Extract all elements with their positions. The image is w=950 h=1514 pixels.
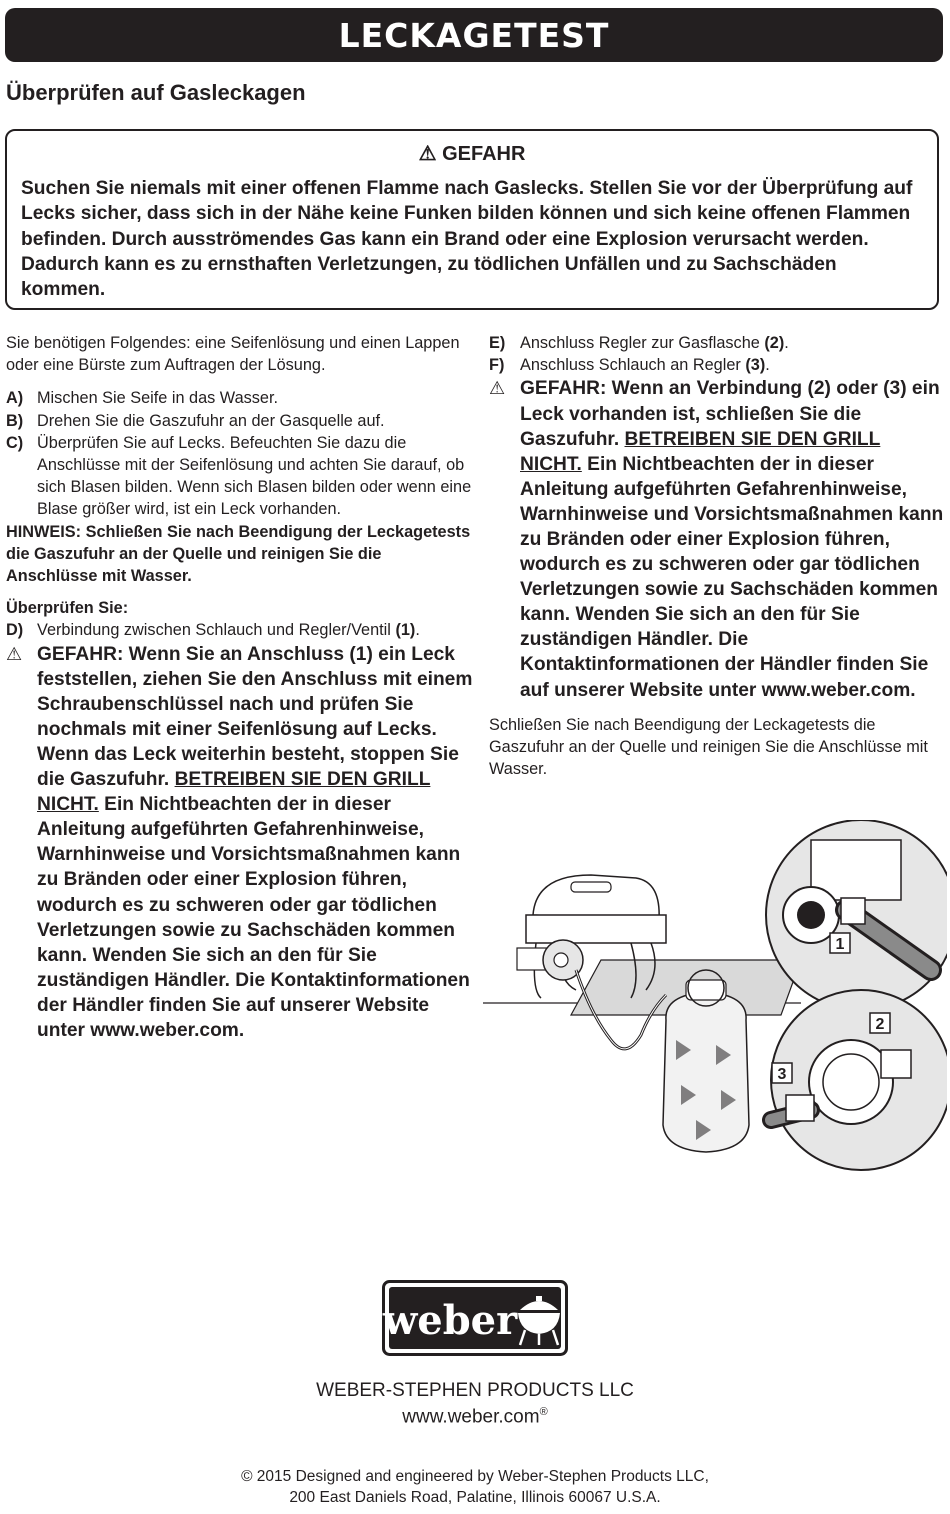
weber-logo: [382, 1280, 568, 1356]
step-label: E): [489, 334, 506, 352]
step-e-ref: (2): [764, 334, 785, 352]
warning-triangle-icon: ⚠: [418, 143, 437, 165]
copyright: [0, 1466, 950, 1508]
callout-1: 1: [835, 936, 845, 953]
step-label: A): [6, 389, 24, 408]
step-f-text: Anschluss Schlauch an Regler: [520, 356, 741, 375]
gas-connection-illustration: [481, 820, 947, 1172]
step-f-ref: (3): [745, 356, 766, 375]
danger-text: Suchen Sie niemals mit einer offenen Flamme nach Gaslecks. Stellen Sie vor der Überprüfung auf Lecks sicher, dass sich in der Nähe keine Funken bilden können und sich keine offenen Flammen befinden. Durch ausströmendes Gas kann ein Brand oder eine Explosion verursacht werden. Dadurch kann es zu ernsthaften Verletzungen, zu tödlichen Unfällen und zu Sachschäden kommen.: [21, 178, 913, 301]
step-text: [520, 332, 789, 354]
step-label: D): [6, 621, 24, 640]
callout-3: 3: [777, 1066, 787, 1083]
danger-box: [5, 129, 939, 310]
warning-triangle-icon: ⚠: [489, 378, 506, 399]
right-column: [489, 332, 944, 780]
copyright-line-2: 200 East Daniels Road, Palatine, Illinois 60067 U.S.A.: [289, 1489, 661, 1506]
registered-mark: ®: [539, 1406, 548, 1418]
copyright-line-1: © 2015 Designed and engineered by Weber-Stephen Products LLC,: [241, 1468, 709, 1485]
step-f: [489, 354, 944, 376]
step-label: B): [6, 411, 24, 430]
step-label: C): [6, 433, 24, 452]
warning-rest: Ein Nichtbeachten der in dieser Anleitung aufgeführten Gefahrenhinweise, Warnhinweise und Vorsichtsmaßnahmen kann zu Bränden oder einer Explosion führen, wodurch es zu schweren oder gar tödlichen Verletzungen sowie zu Sachschäden kommen kann. Wenden Sie sich an den für Sie zuständigen Händler. Die Kontaktinformationen der Händler finden Sie auf unserer Website unter www.weber.com.: [520, 453, 944, 701]
step-c: [6, 432, 476, 521]
left-column: [6, 332, 476, 1043]
warning-right: [489, 376, 944, 702]
step-a: [6, 387, 476, 409]
logo-wordmark: weber: [382, 1297, 518, 1344]
detail-circle-2: [771, 990, 947, 1170]
section-heading: Überprüfen auf Gasleckagen: [6, 80, 306, 105]
step-text: Drehen Sie die Gaszufuhr an der Gasquelle auf.: [37, 411, 385, 430]
step-text: [37, 619, 420, 641]
header-bar: [5, 8, 943, 62]
warning-triangle-icon: ⚠: [6, 643, 23, 664]
warning-underlined: BETREIBEN SIE DEN GRILL NICHT.: [37, 769, 431, 816]
step-e-text: Anschluss Regler zur Gasflasche: [520, 334, 760, 352]
step-b: [6, 410, 476, 432]
closing-text: Schließen Sie nach Beendigung der Leckagetests die Gaszufuhr an der Quelle und reinigen Sie die Anschlüsse mit Wasser.: [489, 715, 928, 779]
danger-heading: [7, 141, 937, 166]
intro-text: Sie benötigen Folgendes: eine Seifenlösung und einen Lappen oder eine Bürste zum Auftragen der Lösung.: [6, 334, 460, 375]
step-d-end: .: [415, 621, 420, 640]
callout-2: 2: [875, 1016, 885, 1033]
step-text: Überprüfen Sie auf Lecks. Befeuchten Sie dazu die Anschlüsse mit der Seifenlösung und achten Sie darauf, ob sich Blasen bilden. Wenn sich Blasen bilden oder wenn eine Blase größer wird, ist ein Leck vorhanden.: [37, 433, 472, 519]
warning-text: [520, 376, 944, 702]
step-text: [520, 354, 770, 376]
step-e-end: .: [784, 334, 789, 352]
company-name: WEBER-STEPHEN PRODUCTS LLC: [316, 1380, 634, 1401]
detail-circle-1: [766, 820, 947, 1010]
step-d-text: Verbindung zwischen Schlauch und Regler/Ventil: [37, 621, 391, 640]
warning-left: [6, 642, 476, 1044]
warning-lead: GEFAHR: Wenn an Verbindung (2) oder (3) ein Leck vorhanden ist, schließen Sie die Gaszufuhr.: [520, 378, 940, 450]
step-d: [6, 619, 476, 641]
step-label: F): [489, 356, 505, 375]
warning-text: [37, 642, 476, 1044]
warning-rest: Ein Nichtbeachten der in dieser Anleitung aufgeführten Gefahrenhinweise, Warnhinweise und Vorsichtsmaßnahmen kann zu Bränden oder einer Explosion führen, wodurch es zu schweren oder gar tödlichen Verletzungen sowie zu Sachschäden kommen kann. Wenden Sie sich an den für Sie zuständigen Händler. Die Kontaktinformationen der Händler finden Sie auf unserer Website unter www.weber.com.: [37, 794, 470, 1042]
warning-underlined: BETREIBEN SIE DEN GRILL NICHT.: [520, 428, 881, 475]
page-title: LECKAGETEST: [338, 15, 610, 55]
company-url-line: [0, 1406, 950, 1428]
step-d-ref: (1): [395, 621, 416, 640]
danger-title: GEFAHR: [442, 143, 526, 165]
warning-lead: GEFAHR: Wenn Sie an Anschluss (1) ein Leck feststellen, ziehen Sie den Anschluss mit einem Schraubenschlüssel nach und prüfen Sie nochmals mit einer Seifenlösung auf Lecks. Wenn das Leck weiterhin besteht, stoppen Sie die Gaszufuhr.: [37, 643, 473, 791]
note-text: HINWEIS: Schließen Sie nach Beendigung der Leckagetests die Gaszufuhr an der Quelle und reinigen Sie die Anschlüsse mit Wasser.: [6, 522, 471, 586]
step-text: Mischen Sie Seife in das Wasser.: [37, 389, 279, 408]
step-e: [489, 332, 944, 354]
company-url: www.weber.com: [402, 1406, 540, 1428]
step-f-end: .: [765, 356, 770, 375]
check-heading: Überprüfen Sie:: [6, 599, 129, 618]
